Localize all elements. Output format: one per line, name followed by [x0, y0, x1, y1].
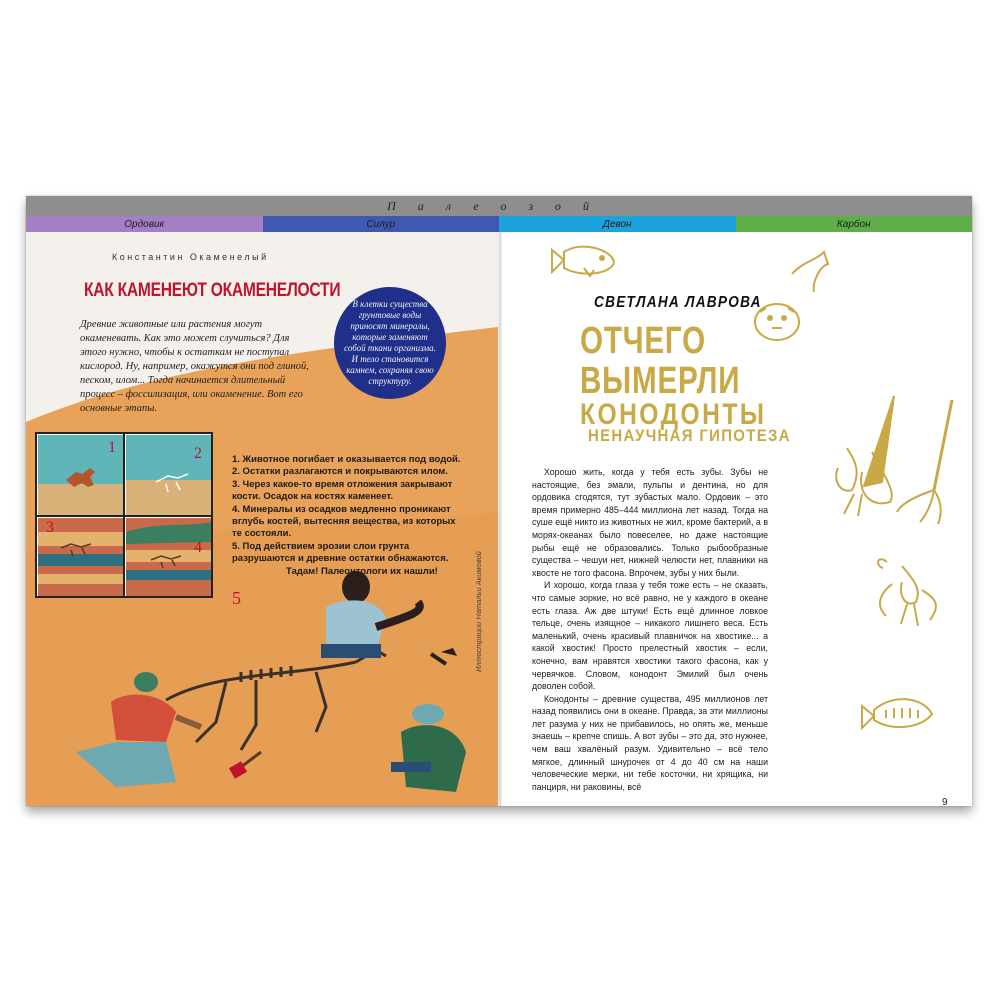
intro-text: Древние животные или растения могут окаменевать. Как это может случиться? Для этого нужно, чтобы к остаткам не поступал кислород. Ну, например, окажутся они под глиной, песком, илом... Тогда начинается длительный процесс – фоссилизация, или окаменение. Вот его основные этапы. [80, 319, 309, 414]
conodont-creatures-doodle-icon [836, 396, 952, 524]
panel-number-1: 1 [108, 439, 116, 456]
era-label: Палеозой [387, 198, 611, 213]
book-spread [26, 196, 972, 806]
right-title-line-3: КОНОДОНТЫ [580, 398, 767, 431]
panel-number-3: 3 [46, 519, 54, 536]
left-author: Константин Окаменелый [112, 252, 269, 262]
period-devon: Девон [499, 216, 736, 232]
illustration-credit: Иллюстрации Натальи Акимовой [474, 551, 483, 672]
story-paragraph: И хорошо, когда глаза у тебя тоже есть – не сказать, что самые зоркие, но всё равно, не у каждого в океане есть глаза. Аж две штуки! Есть ещё длинное ловкое тельце, очень изящное – никакого лишнего веса. Есть маленький, очень красивый плавничок на хвостике... а какой хвостик! Просто прелестный хвостик – если, конечно, вам нравятся хвостики такого фасона, как у червячков. Словом, конодонт Эмилий был очень доволен собой. [532, 580, 768, 692]
story-paragraph: Конодонты – древние существа, 495 миллионов лет назад появились они в океане. Правда, за эти миллионы лет разума у них не прибавилось, но опять же, меньше знаешь – крепче спишь. А вот зубы – это да, это нужнее, чем ваш хвалёный разум. Удивительно – всё тело мягкое, длинный шнурочек от 4 до 40 см на наши человеческие мерки, ни тебе косточки, ни хрящика, ни панциря, ни раковины, всё [532, 693, 768, 792]
squid-doodle-icon [878, 559, 936, 626]
step-item: 5. Под действием эрозии слои грунта разрушаются и древние остатки обнажаются. [232, 540, 449, 565]
panel-number-2: 2 [194, 445, 202, 462]
fish-doodle-icon [552, 247, 614, 276]
step-item: 2. Остатки разлагаются и покрываются илом. [232, 466, 448, 478]
right-title-line-1: ОТЧЕГО [580, 320, 706, 362]
fossil-stage-panels [36, 433, 212, 597]
story-body [532, 466, 768, 793]
era-bar [26, 196, 972, 216]
fish-bottom-doodle-icon [862, 699, 932, 728]
circle-note [334, 287, 446, 399]
step-item: 1. Животное погибает и оказывается под водой. [232, 454, 461, 465]
panel-number-4: 4 [194, 539, 202, 556]
panel-number-5: 5 [232, 588, 241, 608]
step-conclusion: Тадам! Палеонтологи их нашли! [286, 565, 438, 577]
right-subtitle: НЕНАУЧНАЯ ГИПОТЕЗА [588, 426, 791, 445]
page-number: 9 [942, 797, 948, 806]
right-author: СВЕТЛАНА ЛАВРОВА [594, 294, 762, 311]
right-title-line-2: ВЫМЕРЛИ [580, 360, 741, 402]
left-title: КАК КАМЕНЕЮТ ОКАМЕНЕЛОСТИ [84, 280, 341, 301]
right-page [502, 232, 972, 806]
step-item: 3. Через какое-то время отложения закрывают кости. Осадок на костях каменеет. [232, 478, 453, 503]
period-karbon: Карбон [736, 216, 973, 232]
fossil-steps-list [232, 454, 468, 578]
circle-note-text: В клетки существа грунтовые воды приносят минералы, которые заменяют собой ткани организма. И тело становится камнем, сохраняя свою структуру. [344, 299, 436, 386]
left-page [26, 232, 498, 806]
fish-face-doodle-icon [755, 252, 828, 340]
story-paragraph: Хорошо жить, когда у тебя есть зубы. Зубы не настоящие, без эмали, пульпы и дентина, но для ордовика сгодятся, тут зубастых мало. Ордовик – это время примерно 485–444 миллиона лет назад. Тогда на суше ещё никто из животных не жил, кроме бактерий, а в морях-океанах было повеселее, но даже настоящие рыбы ещё не образовались. Только рыбообразные существа – чешуи нет, нижней челюсти нет, плавники на хвосте не того фасона. Впрочем, зубы у них были. [532, 467, 768, 578]
step-item: 4. Минералы из осадков медленно проникают вглубь костей, вытесняя вещества, из которых те состояли. [232, 503, 456, 540]
period-strip [26, 216, 972, 232]
period-ordovik: Ордовик [26, 216, 263, 232]
period-silur: Силур [263, 216, 500, 232]
